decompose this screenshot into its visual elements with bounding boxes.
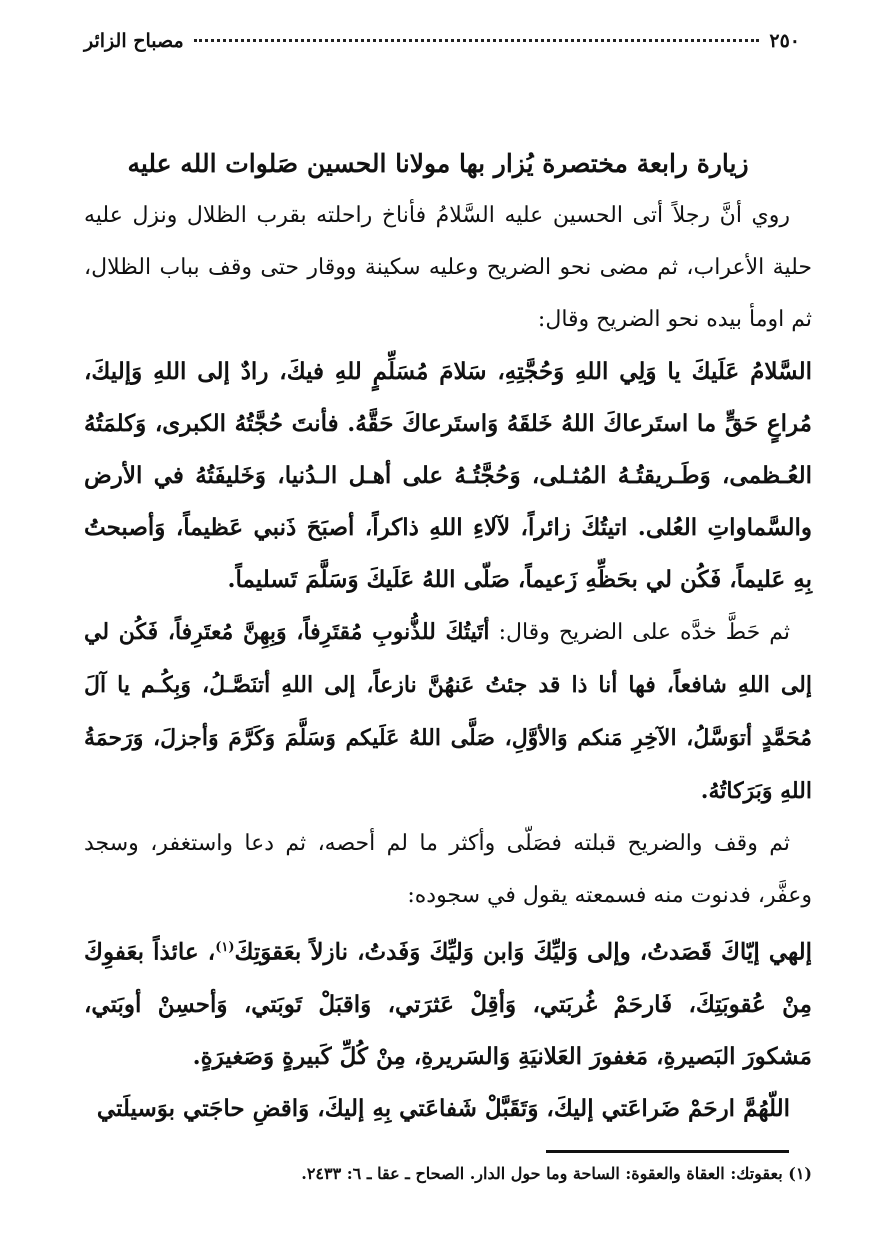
supplication-paragraph-1 <box>84 922 812 1083</box>
supplication-paragraph-2: اللّهُمَّ ارحَمْ ضَراعَتي إليكَ، وَتَقَبَّلْ شَفاعَتي بِهِ إليكَ، وَاقضِ حاجَتي بوَسيلَتي <box>96 1094 790 1122</box>
header-dot-leader <box>194 39 760 42</box>
page-body <box>84 138 812 1135</box>
running-header <box>84 30 800 52</box>
footnote-separator <box>546 1150 789 1153</box>
footnote-reference: (١) <box>215 940 235 955</box>
page-number: ٢٥٠ <box>769 30 800 52</box>
narrative-lead-in: ثم حَطَّ خدَّه على الضريح وقال: <box>489 620 790 645</box>
supplication-text: أتَيتُكَ للذُّنوبِ مُقتَرِفاً، وَبِهِنَّ مُعتَرِفاً، فَكُن لي إلى اللهِ شافعاً، فها أنا ذا قد جئتُ عَنهُنَّ نازعاً، إلى اللهِ أتنَصَّـلُ، وَبِكُـم يا آلَ مُحَمَّدٍ أتوَسَّلُ، الآخِرِ مَنكم وَالأوَّلِ، صَلَّى اللهُ عَلَيكم وَسَلَّمَ وَكَرَّمَ وَأجزلَ، وَرَحمَةُ اللهِ وَبَرَكاتُهُ. <box>84 619 812 804</box>
narrative-paragraph-1: روي أنَّ رجلاً أتى الحسين عليه السَّلامُ فأناخ راحلته بقرب الظلال ونزل عليه حلية الأعراب، ثم مضى نحو الضريح وعليه سكينة ووقار حتى وقف بباب الظلال، ثم اومأ بيده نحو الضريح وقال: <box>84 203 812 332</box>
section-title: زيارة رابعة مختصرة يُزار بها مولانا الحسين صَلوات الله عليه <box>127 149 749 178</box>
supplication-part-1: إلهي إيّاكَ قَصَدتُ، وإلى وَليِّكَ وَابن وَليِّكَ وَفَدتُ، نازلاً بعَقوَتِكَ <box>234 938 812 966</box>
running-title: مصباح الزائر <box>84 30 184 52</box>
supplication-part-2: ، عائذاً بعَفوِكَ مِنْ عُقوبَتِكَ، فَارحَمْ غُربَتي، وَأقِلْ عَثرَتي، وَاقبَلْ تَوبَتي، وَأحسِنْ أوبَتي، مَشكورَ البَصيرةِ، مَغفورَ العَلانيَةِ وَالسَريرةِ، مِنْ كُلِّ كَبيرةٍ وَصَغيرَةٍ. <box>84 938 812 1070</box>
footnote: (١) بعقوتك: العقاة والعقوة: الساحة وما حول الدار. الصحاح ـ عقا ـ ٦: ٢٤٣٣. <box>301 1164 812 1183</box>
ziyarah-text-paragraph: السَّلامُ عَلَيكَ يا وَلِي اللهِ وَحُجَّتِهِ، سَلامَ مُسَلِّمٍ للهِ فيكَ، رادٌ إلى اللهِ وَإليكَ، مُراعٍ حَقٍّ ما استَرعاكَ اللهُ خَلقَهُ وَاستَرعاكَ حَقَّهُ. فأنتَ حُجَّتُهُ الكبرى، وَكلمَتُهُ العُـظمى، وَطَـريقتُـهُ المُثـلى، وَحُجَّتُـهُ على أهـل الـدُنيا، وَخَليفَتُهُ في الأرض والسَّماواتِ العُلى. اتيتُكَ زائراً، لآلاءِ اللهِ ذاكراً، أصبَحَ ذَنبي عَظيماً، وَأصبحتُ بِهِ عَليماً، فَكُن لي بحَظِّهِ زَعيماً، صَلّى اللهُ عَلَيكَ وَسَلَّمَ تَسليماً. <box>84 358 812 593</box>
narrative-paragraph-2 <box>84 606 812 818</box>
narrative-paragraph-3: ثم وقف والضريح قبلته فصَلّى وأكثر ما لم أحصه، ثم دعا واستغفر، وسجد وعفَّر، فدنوت منه فسمعته يقول في سجوده: <box>84 831 812 908</box>
